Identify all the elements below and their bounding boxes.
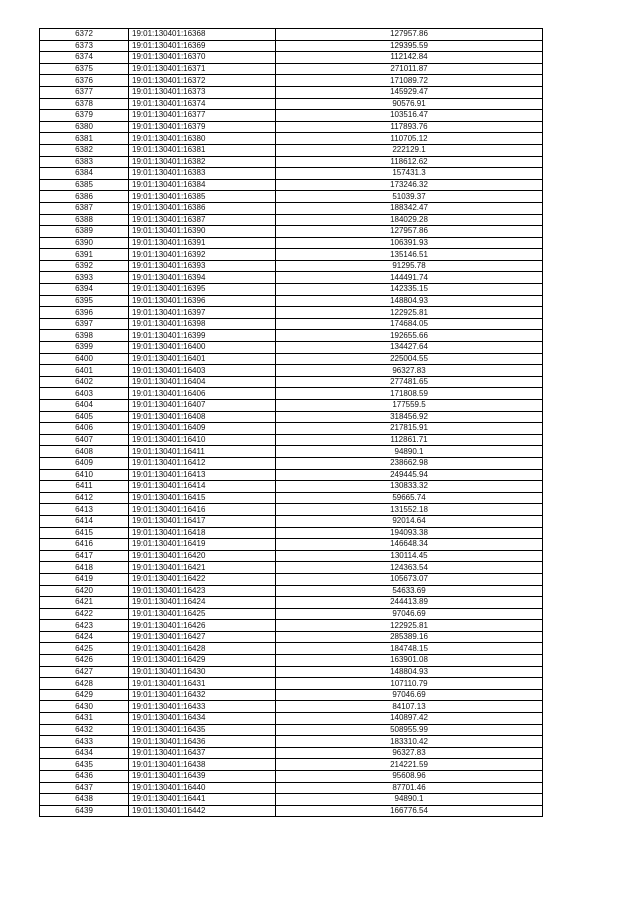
table-row: [40, 272, 543, 284]
table-row: [40, 318, 543, 330]
table-row: [40, 249, 543, 261]
amount-cell: 146648.34: [276, 539, 543, 551]
cadastral-number-cell: 19:01:130401:16406: [129, 388, 276, 400]
row-number-cell: 6391: [40, 249, 129, 261]
amount-cell: 127957.86: [276, 29, 543, 41]
amount-cell: 124363.54: [276, 562, 543, 574]
row-number-cell: 6424: [40, 631, 129, 643]
table-row: [40, 260, 543, 272]
table-row: [40, 179, 543, 191]
row-number-cell: 6413: [40, 504, 129, 516]
cadastral-number-cell: 19:01:130401:16442: [129, 805, 276, 817]
cadastral-number-cell: 19:01:130401:16370: [129, 52, 276, 64]
cadastral-number-cell: 19:01:130401:16403: [129, 365, 276, 377]
amount-cell: 94890.1: [276, 794, 543, 806]
cadastral-number-cell: 19:01:130401:16383: [129, 168, 276, 180]
row-number-cell: 6438: [40, 794, 129, 806]
row-number-cell: 6384: [40, 168, 129, 180]
table-row: [40, 771, 543, 783]
row-number-cell: 6400: [40, 353, 129, 365]
row-number-cell: 6411: [40, 481, 129, 493]
table-row: [40, 400, 543, 412]
amount-cell: 145929.47: [276, 86, 543, 98]
cadastral-number-cell: 19:01:130401:16424: [129, 597, 276, 609]
cadastral-number-cell: 19:01:130401:16404: [129, 376, 276, 388]
table-row: [40, 655, 543, 667]
table-row: [40, 284, 543, 296]
amount-cell: 277481.65: [276, 376, 543, 388]
amount-cell: 84107.13: [276, 701, 543, 713]
row-number-cell: 6430: [40, 701, 129, 713]
table-row: [40, 446, 543, 458]
amount-cell: 171089.72: [276, 75, 543, 87]
cadastral-number-cell: 19:01:130401:16425: [129, 608, 276, 620]
amount-cell: 163901.08: [276, 655, 543, 667]
amount-cell: 59665.74: [276, 492, 543, 504]
cadastral-number-cell: 19:01:130401:16413: [129, 469, 276, 481]
cadastral-number-cell: 19:01:130401:16417: [129, 515, 276, 527]
amount-cell: 127957.86: [276, 226, 543, 238]
row-number-cell: 6404: [40, 400, 129, 412]
cadastral-number-cell: 19:01:130401:16390: [129, 226, 276, 238]
table-row: [40, 539, 543, 551]
table-row: [40, 52, 543, 64]
table-row: [40, 515, 543, 527]
table-row: [40, 805, 543, 817]
cadastral-number-cell: 19:01:130401:16371: [129, 63, 276, 75]
table-row: [40, 168, 543, 180]
amount-cell: 96327.83: [276, 747, 543, 759]
table-row: [40, 202, 543, 214]
cadastral-number-cell: 19:01:130401:16397: [129, 307, 276, 319]
cadastral-number-cell: 19:01:130401:16393: [129, 260, 276, 272]
table-row: [40, 133, 543, 145]
row-number-cell: 6373: [40, 40, 129, 52]
row-number-cell: 6399: [40, 342, 129, 354]
row-number-cell: 6429: [40, 689, 129, 701]
table-row: [40, 307, 543, 319]
table-row: [40, 423, 543, 435]
cadastral-number-cell: 19:01:130401:16431: [129, 678, 276, 690]
cadastral-number-cell: 19:01:130401:16436: [129, 736, 276, 748]
table-row: [40, 191, 543, 203]
cadastral-number-cell: 19:01:130401:16411: [129, 446, 276, 458]
row-number-cell: 6388: [40, 214, 129, 226]
row-number-cell: 6427: [40, 666, 129, 678]
amount-cell: 54633.69: [276, 585, 543, 597]
table-row: [40, 86, 543, 98]
row-number-cell: 6428: [40, 678, 129, 690]
amount-cell: 148804.93: [276, 666, 543, 678]
row-number-cell: 6395: [40, 295, 129, 307]
cadastral-number-cell: 19:01:130401:16384: [129, 179, 276, 191]
cadastral-number-cell: 19:01:130401:16408: [129, 411, 276, 423]
table-row: [40, 631, 543, 643]
cadastral-number-cell: 19:01:130401:16438: [129, 759, 276, 771]
table-row: [40, 295, 543, 307]
row-number-cell: 6415: [40, 527, 129, 539]
cadastral-number-cell: 19:01:130401:16387: [129, 214, 276, 226]
cadastral-number-cell: 19:01:130401:16426: [129, 620, 276, 632]
amount-cell: 87701.46: [276, 782, 543, 794]
cadastral-number-cell: 19:01:130401:16369: [129, 40, 276, 52]
amount-cell: 222129.1: [276, 144, 543, 156]
amount-cell: 285389.16: [276, 631, 543, 643]
table-row: [40, 457, 543, 469]
amount-cell: 90576.91: [276, 98, 543, 110]
row-number-cell: 6375: [40, 63, 129, 75]
cadastral-number-cell: 19:01:130401:16395: [129, 284, 276, 296]
table-row: [40, 214, 543, 226]
row-number-cell: 6409: [40, 457, 129, 469]
amount-cell: 142335.15: [276, 284, 543, 296]
table-row: [40, 237, 543, 249]
cadastral-number-cell: 19:01:130401:16414: [129, 481, 276, 493]
cadastral-number-cell: 19:01:130401:16379: [129, 121, 276, 133]
row-number-cell: 6420: [40, 585, 129, 597]
amount-cell: 122925.81: [276, 307, 543, 319]
row-number-cell: 6408: [40, 446, 129, 458]
cadastral-number-cell: 19:01:130401:16410: [129, 434, 276, 446]
cadastral-number-cell: 19:01:130401:16416: [129, 504, 276, 516]
table-row: [40, 689, 543, 701]
amount-cell: 177559.5: [276, 400, 543, 412]
cadastral-number-cell: 19:01:130401:16407: [129, 400, 276, 412]
table-row: [40, 620, 543, 632]
amount-cell: 157431.3: [276, 168, 543, 180]
table-row: [40, 469, 543, 481]
row-number-cell: 6402: [40, 376, 129, 388]
amount-cell: 134427.64: [276, 342, 543, 354]
cadastral-number-cell: 19:01:130401:16434: [129, 713, 276, 725]
amount-cell: 148804.93: [276, 295, 543, 307]
cadastral-number-cell: 19:01:130401:16420: [129, 550, 276, 562]
table-row: [40, 678, 543, 690]
table-row: [40, 782, 543, 794]
table-row: [40, 481, 543, 493]
table-row: [40, 701, 543, 713]
row-number-cell: 6436: [40, 771, 129, 783]
table-row: [40, 98, 543, 110]
table-row: [40, 492, 543, 504]
amount-cell: 173246.32: [276, 179, 543, 191]
row-number-cell: 6414: [40, 515, 129, 527]
amount-cell: 192655.66: [276, 330, 543, 342]
row-number-cell: 6426: [40, 655, 129, 667]
row-number-cell: 6406: [40, 423, 129, 435]
amount-cell: 184029.28: [276, 214, 543, 226]
amount-cell: 194093.38: [276, 527, 543, 539]
row-number-cell: 6401: [40, 365, 129, 377]
amount-cell: 112142.84: [276, 52, 543, 64]
cadastral-number-cell: 19:01:130401:16428: [129, 643, 276, 655]
amount-cell: 130833.32: [276, 481, 543, 493]
row-number-cell: 6397: [40, 318, 129, 330]
amount-cell: 249445.94: [276, 469, 543, 481]
amount-cell: 92014.64: [276, 515, 543, 527]
table-row: [40, 110, 543, 122]
row-number-cell: 6392: [40, 260, 129, 272]
row-number-cell: 6385: [40, 179, 129, 191]
amount-cell: 214221.59: [276, 759, 543, 771]
cadastral-number-cell: 19:01:130401:16400: [129, 342, 276, 354]
amount-cell: 140897.42: [276, 713, 543, 725]
table-row: [40, 376, 543, 388]
table-row: [40, 585, 543, 597]
row-number-cell: 6378: [40, 98, 129, 110]
cadastral-number-cell: 19:01:130401:16373: [129, 86, 276, 98]
table-body: [40, 29, 543, 817]
cadastral-number-cell: 19:01:130401:16374: [129, 98, 276, 110]
table-row: [40, 759, 543, 771]
row-number-cell: 6421: [40, 597, 129, 609]
amount-cell: 188342.47: [276, 202, 543, 214]
table-row: [40, 713, 543, 725]
row-number-cell: 6422: [40, 608, 129, 620]
cadastral-number-cell: 19:01:130401:16439: [129, 771, 276, 783]
amount-cell: 97046.69: [276, 689, 543, 701]
cadastral-number-cell: 19:01:130401:16368: [129, 29, 276, 41]
cadastral-number-cell: 19:01:130401:16385: [129, 191, 276, 203]
cadastral-number-cell: 19:01:130401:16440: [129, 782, 276, 794]
table-row: [40, 597, 543, 609]
table-row: [40, 504, 543, 516]
cadastral-number-cell: 19:01:130401:16382: [129, 156, 276, 168]
table-row: [40, 736, 543, 748]
table-row: [40, 365, 543, 377]
cadastral-number-cell: 19:01:130401:16409: [129, 423, 276, 435]
amount-cell: 110705.12: [276, 133, 543, 145]
row-number-cell: 6410: [40, 469, 129, 481]
amount-cell: 174684.05: [276, 318, 543, 330]
row-number-cell: 6374: [40, 52, 129, 64]
table-row: [40, 573, 543, 585]
table-row: [40, 411, 543, 423]
row-number-cell: 6405: [40, 411, 129, 423]
amount-cell: 103516.47: [276, 110, 543, 122]
cadastral-number-cell: 19:01:130401:16415: [129, 492, 276, 504]
amount-cell: 130114.45: [276, 550, 543, 562]
amount-cell: 122925.81: [276, 620, 543, 632]
amount-cell: 144491.74: [276, 272, 543, 284]
amount-cell: 184748.15: [276, 643, 543, 655]
row-number-cell: 6403: [40, 388, 129, 400]
amount-cell: 225004.55: [276, 353, 543, 365]
amount-cell: 166776.54: [276, 805, 543, 817]
amount-cell: 508955.99: [276, 724, 543, 736]
row-number-cell: 6389: [40, 226, 129, 238]
cadastral-number-cell: 19:01:130401:16412: [129, 457, 276, 469]
amount-cell: 183310.42: [276, 736, 543, 748]
amount-cell: 51039.37: [276, 191, 543, 203]
row-number-cell: 6437: [40, 782, 129, 794]
table-row: [40, 794, 543, 806]
row-number-cell: 6416: [40, 539, 129, 551]
cadastral-number-cell: 19:01:130401:16427: [129, 631, 276, 643]
row-number-cell: 6435: [40, 759, 129, 771]
row-number-cell: 6418: [40, 562, 129, 574]
amount-cell: 106391.93: [276, 237, 543, 249]
table-row: [40, 63, 543, 75]
cadastral-number-cell: 19:01:130401:16394: [129, 272, 276, 284]
row-number-cell: 6377: [40, 86, 129, 98]
table-row: [40, 75, 543, 87]
row-number-cell: 6433: [40, 736, 129, 748]
row-number-cell: 6379: [40, 110, 129, 122]
row-number-cell: 6412: [40, 492, 129, 504]
amount-cell: 171808.59: [276, 388, 543, 400]
cadastral-number-cell: 19:01:130401:16391: [129, 237, 276, 249]
amount-cell: 238662.98: [276, 457, 543, 469]
table-row: [40, 226, 543, 238]
amount-cell: 95608.96: [276, 771, 543, 783]
row-number-cell: 6386: [40, 191, 129, 203]
table-row: [40, 342, 543, 354]
amount-cell: 131552.18: [276, 504, 543, 516]
amount-cell: 105673.07: [276, 573, 543, 585]
cadastral-number-cell: 19:01:130401:16421: [129, 562, 276, 574]
row-number-cell: 6432: [40, 724, 129, 736]
cadastral-number-cell: 19:01:130401:16386: [129, 202, 276, 214]
row-number-cell: 6398: [40, 330, 129, 342]
cadastral-number-cell: 19:01:130401:16432: [129, 689, 276, 701]
row-number-cell: 6394: [40, 284, 129, 296]
cadastral-number-cell: 19:01:130401:16399: [129, 330, 276, 342]
table-row: [40, 747, 543, 759]
cadastral-number-cell: 19:01:130401:16398: [129, 318, 276, 330]
table-row: [40, 144, 543, 156]
table-row: [40, 388, 543, 400]
row-number-cell: 6439: [40, 805, 129, 817]
row-number-cell: 6383: [40, 156, 129, 168]
row-number-cell: 6407: [40, 434, 129, 446]
cadastral-number-cell: 19:01:130401:16422: [129, 573, 276, 585]
table-row: [40, 550, 543, 562]
cadastral-number-cell: 19:01:130401:16441: [129, 794, 276, 806]
amount-cell: 217815.91: [276, 423, 543, 435]
table-row: [40, 121, 543, 133]
row-number-cell: 6396: [40, 307, 129, 319]
amount-cell: 129395.59: [276, 40, 543, 52]
table-row: [40, 666, 543, 678]
amount-cell: 94890.1: [276, 446, 543, 458]
amount-cell: 117893.76: [276, 121, 543, 133]
cadastral-number-cell: 19:01:130401:16423: [129, 585, 276, 597]
cadastral-number-cell: 19:01:130401:16419: [129, 539, 276, 551]
table-row: [40, 724, 543, 736]
cadastral-number-cell: 19:01:130401:16435: [129, 724, 276, 736]
cadastral-number-cell: 19:01:130401:16437: [129, 747, 276, 759]
amount-cell: 244413.89: [276, 597, 543, 609]
cadastral-number-cell: 19:01:130401:16396: [129, 295, 276, 307]
amount-cell: 96327.83: [276, 365, 543, 377]
cadastral-number-cell: 19:01:130401:16401: [129, 353, 276, 365]
table-row: [40, 40, 543, 52]
row-number-cell: 6425: [40, 643, 129, 655]
row-number-cell: 6376: [40, 75, 129, 87]
table-row: [40, 643, 543, 655]
amount-cell: 118612.62: [276, 156, 543, 168]
amount-cell: 112861.71: [276, 434, 543, 446]
amount-cell: 318456.92: [276, 411, 543, 423]
data-table: [39, 28, 543, 817]
table-row: [40, 562, 543, 574]
cadastral-number-cell: 19:01:130401:16430: [129, 666, 276, 678]
amount-cell: 271011.87: [276, 63, 543, 75]
row-number-cell: 6393: [40, 272, 129, 284]
row-number-cell: 6382: [40, 144, 129, 156]
row-number-cell: 6381: [40, 133, 129, 145]
cadastral-number-cell: 19:01:130401:16377: [129, 110, 276, 122]
row-number-cell: 6434: [40, 747, 129, 759]
row-number-cell: 6431: [40, 713, 129, 725]
row-number-cell: 6423: [40, 620, 129, 632]
table-row: [40, 156, 543, 168]
table-row: [40, 608, 543, 620]
cadastral-number-cell: 19:01:130401:16418: [129, 527, 276, 539]
row-number-cell: 6380: [40, 121, 129, 133]
row-number-cell: 6419: [40, 573, 129, 585]
cadastral-number-cell: 19:01:130401:16433: [129, 701, 276, 713]
amount-cell: 91295.78: [276, 260, 543, 272]
cadastral-number-cell: 19:01:130401:16381: [129, 144, 276, 156]
cadastral-number-cell: 19:01:130401:16392: [129, 249, 276, 261]
amount-cell: 107110.79: [276, 678, 543, 690]
cadastral-number-cell: 19:01:130401:16380: [129, 133, 276, 145]
table-row: [40, 434, 543, 446]
table-row: [40, 330, 543, 342]
amount-cell: 97046.69: [276, 608, 543, 620]
row-number-cell: 6417: [40, 550, 129, 562]
row-number-cell: 6387: [40, 202, 129, 214]
table-row: [40, 29, 543, 41]
cadastral-number-cell: 19:01:130401:16429: [129, 655, 276, 667]
amount-cell: 135146.51: [276, 249, 543, 261]
row-number-cell: 6372: [40, 29, 129, 41]
row-number-cell: 6390: [40, 237, 129, 249]
cadastral-number-cell: 19:01:130401:16372: [129, 75, 276, 87]
table-row: [40, 353, 543, 365]
table-row: [40, 527, 543, 539]
